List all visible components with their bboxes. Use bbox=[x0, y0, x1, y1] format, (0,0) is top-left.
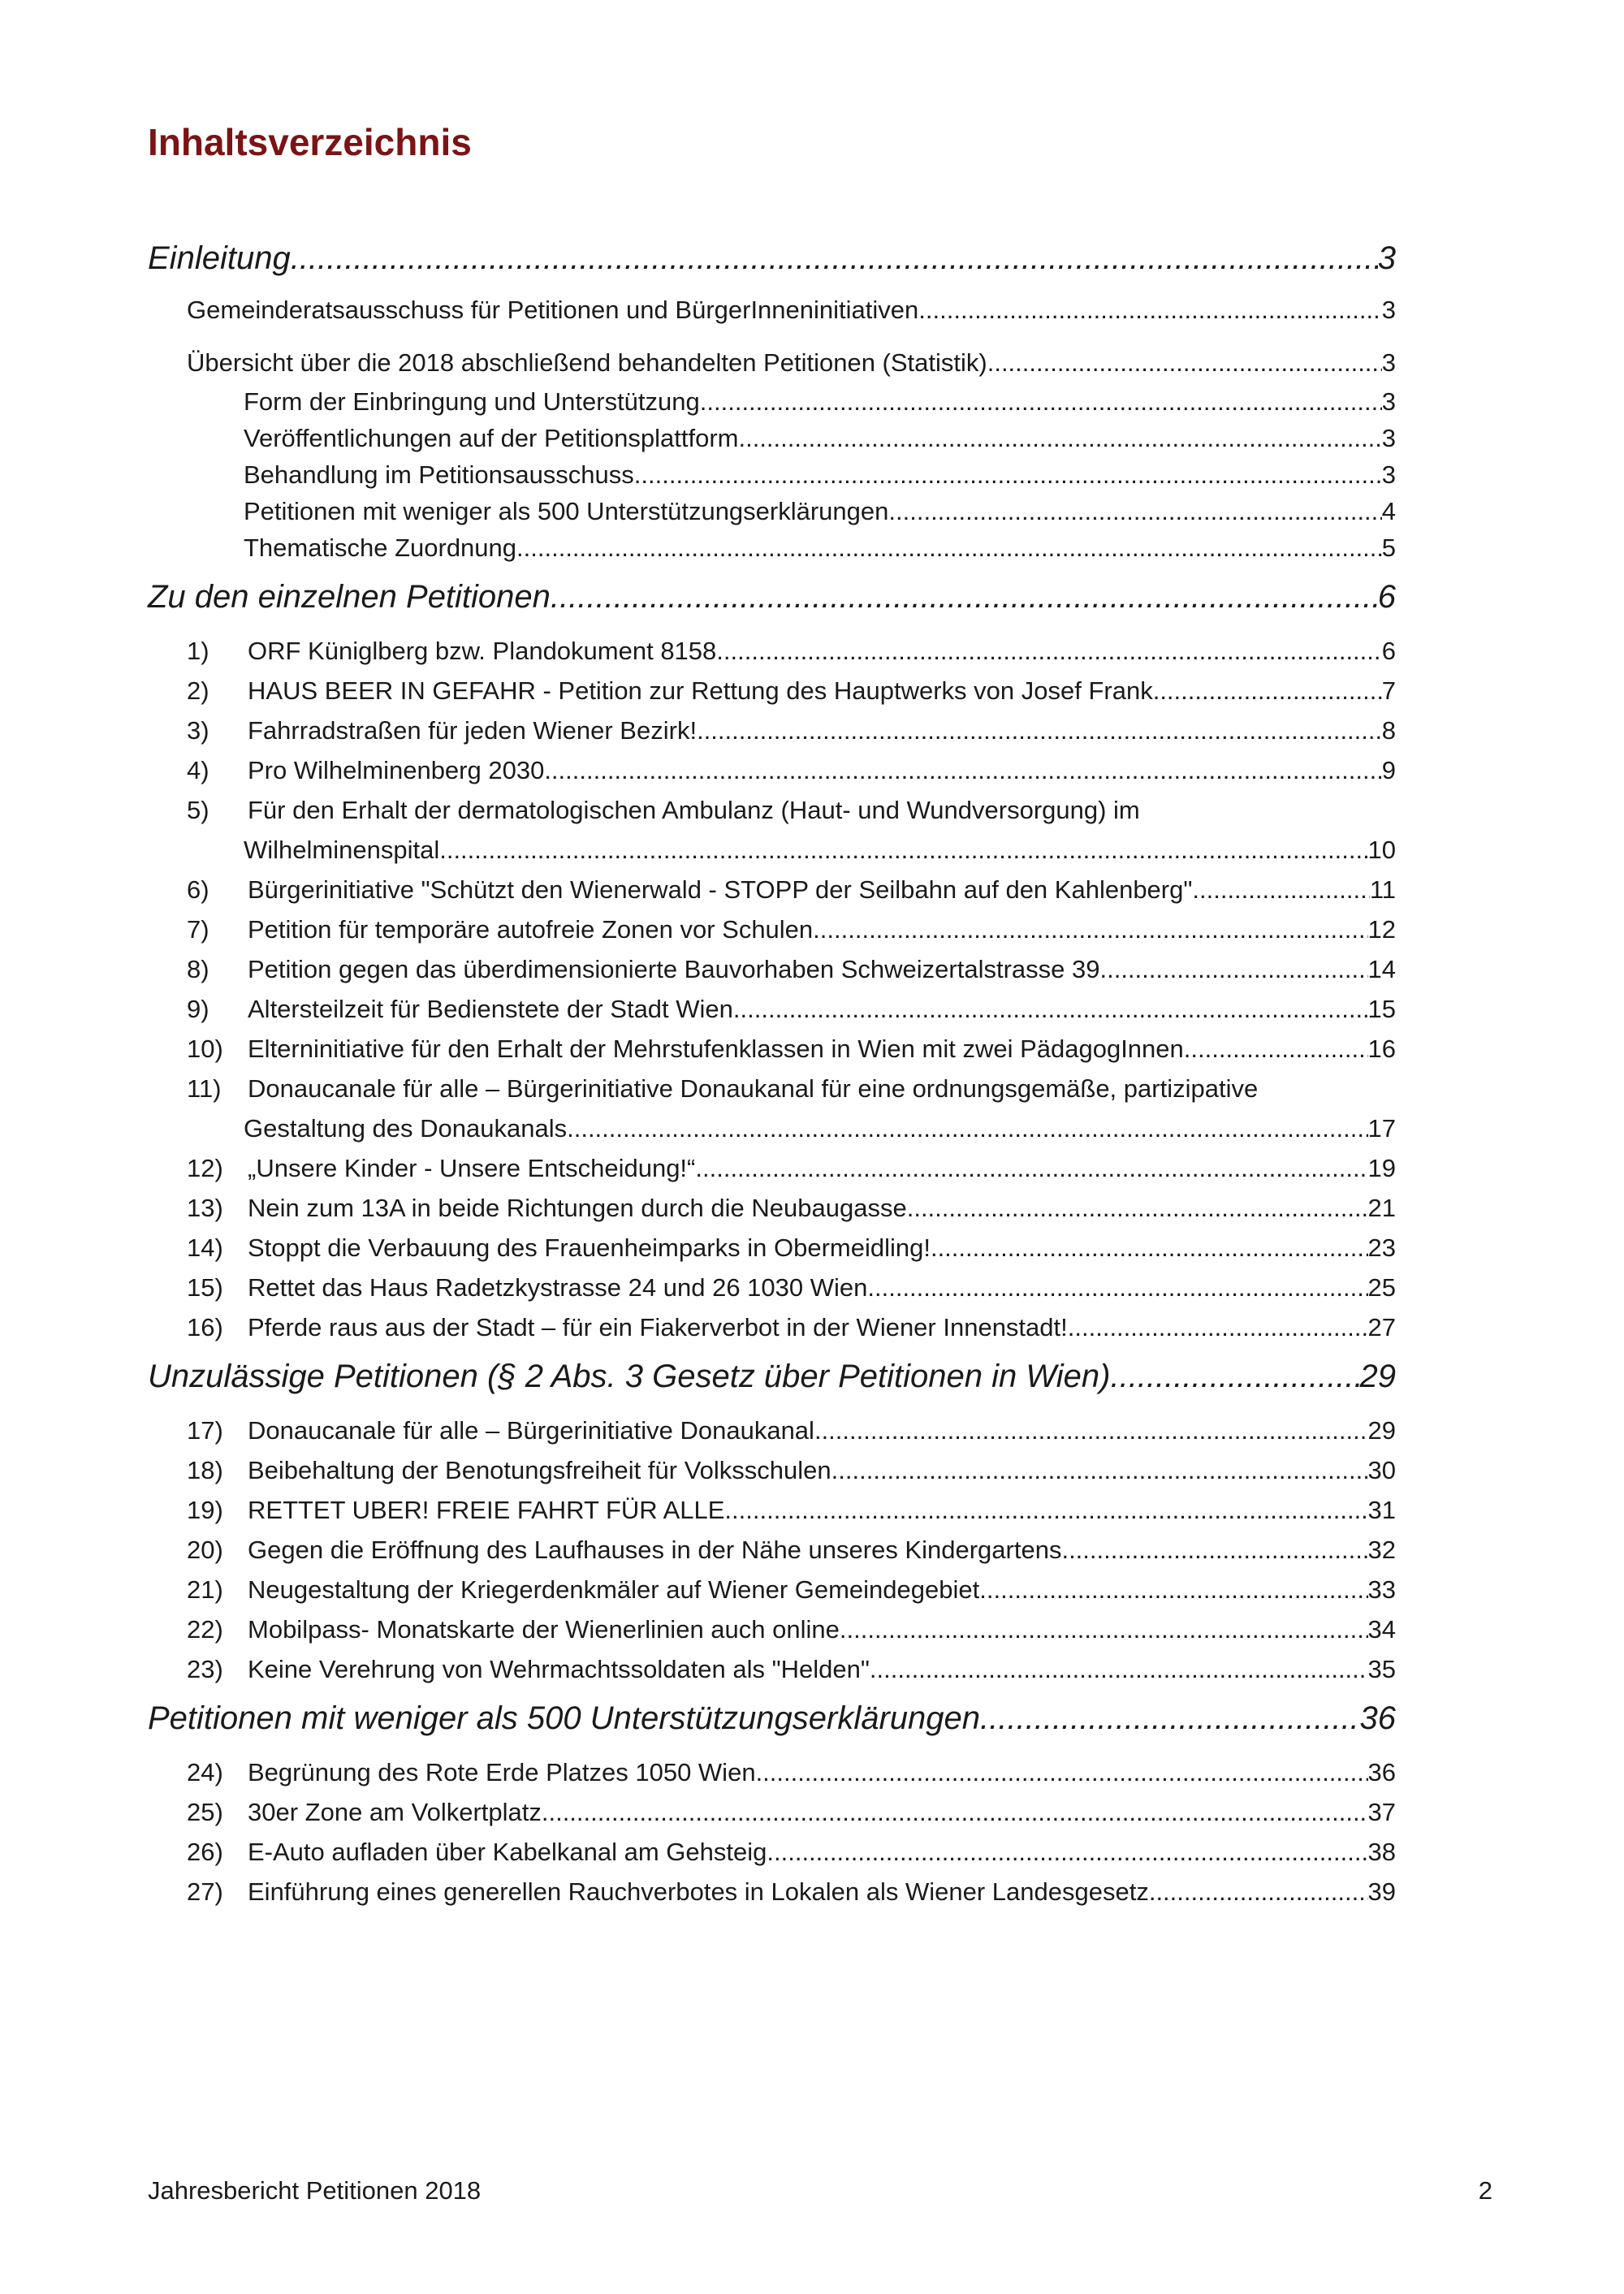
toc-item[interactable]: 26) E-Auto aufladen über Kabelkanal am Gehsteig ..... 38 bbox=[187, 1834, 1396, 1870]
toc-item-first-line[interactable]: 11) Donaucanale für alle – Bürgerinitiative Donaukanal für eine ordnungsgemäße, partizipative bbox=[187, 1074, 1259, 1103]
toc-entry-form[interactable]: Form der Einbringung und Unterstützung ..... 3 bbox=[244, 384, 1396, 420]
toc-entry-einleitung[interactable]: Einleitung ..... 3 bbox=[148, 235, 1396, 281]
toc-item-first-line[interactable]: 5) Für den Erhalt der dermatologischen Ambulanz (Haut- und Wundversorgung) im bbox=[187, 796, 1140, 824]
toc-item[interactable]: 23) Keine Verehrung von Wehrmachtssoldaten als "Helden" ..... 35 bbox=[187, 1652, 1396, 1687]
toc-item[interactable]: 9) Altersteilzeit für Bedienstete der Stadt Wien ..... 15 bbox=[187, 991, 1396, 1027]
page-footer bbox=[148, 2176, 1492, 2205]
toc-item-continuation[interactable]: Gestaltung des Donaukanals ..... 17 bbox=[244, 1111, 1396, 1147]
toc-item[interactable]: 27) Einführung eines generellen Rauchverbotes in Lokalen als Wiener Landesgesetz ..... 39 bbox=[187, 1874, 1396, 1910]
page-title: Inhaltsverzeichnis bbox=[148, 121, 472, 163]
toc-item[interactable]: 17) Donaucanale für alle – Bürgerinitiative Donaukanal ..... 29 bbox=[187, 1413, 1396, 1449]
toc-item[interactable]: 10) Elterninitiative für den Erhalt der Mehrstufenklassen in Wien mit zwei PädagogInnen ..... 16 bbox=[187, 1031, 1396, 1067]
toc-entry-unzulaessige-petitionen[interactable]: Unzulässige Petitionen (§ 2 Abs. 3 Gesetz über Petitionen in Wien) ..... 29 bbox=[148, 1354, 1396, 1399]
toc-item[interactable]: 18) Beibehaltung der Benotungsfreiheit für Volksschulen ..... 30 bbox=[187, 1453, 1396, 1488]
toc-item[interactable]: 15) Rettet das Haus Radetzkystrasse 24 und 26 1030 Wien ..... 25 bbox=[187, 1270, 1396, 1306]
toc-item[interactable]: 2) HAUS BEER IN GEFAHR - Petition zur Rettung des Hauptwerks von Josef Frank ..... 7 bbox=[187, 673, 1396, 709]
toc-item[interactable]: 8) Petition gegen das überdimensionierte Bauvorhaben Schweizertalstrasse 39 ..... 14 bbox=[187, 952, 1396, 987]
toc-item[interactable]: 7) Petition für temporäre autofreie Zonen vor Schulen ..... 12 bbox=[187, 912, 1396, 948]
toc-entry-behandlung[interactable]: Behandlung im Petitionsausschuss ..... 3 bbox=[244, 457, 1396, 493]
toc-item[interactable]: 3) Fahrradstraßen für jeden Wiener Bezirk! ..... 8 bbox=[187, 713, 1396, 749]
toc-item[interactable]: 13) Nein zum 13A in beide Richtungen durch die Neubaugasse ..... 21 bbox=[187, 1190, 1396, 1226]
toc-item[interactable]: 25) 30er Zone am Volkertplatz ..... 37 bbox=[187, 1795, 1396, 1830]
toc-entry-einzelne-petitionen[interactable]: Zu den einzelnen Petitionen ..... 6 bbox=[148, 574, 1396, 620]
toc-item[interactable]: 22) Mobilpass- Monatskarte der Wienerlinien auch online ..... 34 bbox=[187, 1612, 1396, 1648]
toc-item[interactable]: 16) Pferde raus aus der Stadt – für ein Fiakerverbot in der Wiener Innenstadt! ..... 27 bbox=[187, 1310, 1396, 1346]
toc-entry-thematisch[interactable]: Thematische Zuordnung ..... 5 bbox=[244, 530, 1396, 566]
toc-entry-gemeinderat[interactable]: Gemeinderatsausschuss für Petitionen und BürgerInneninitiativen ..... 3 bbox=[187, 292, 1396, 328]
toc-item[interactable]: 6) Bürgerinitiative "Schützt den Wienerwald - STOPP der Seilbahn auf den Kahlenberg" ..... 11 bbox=[187, 872, 1396, 908]
toc-entry-uebersicht[interactable]: Übersicht über die 2018 abschließend behandelten Petitionen (Statistik) ..... 3 bbox=[187, 345, 1396, 381]
toc-entry-unter-500[interactable]: Petitionen mit weniger als 500 Unterstützungserklärungen ..... 36 bbox=[148, 1696, 1396, 1741]
toc-item[interactable]: 21) Neugestaltung der Kriegerdenkmäler auf Wiener Gemeindegebiet ..... 33 bbox=[187, 1572, 1396, 1608]
footer-report-title: Jahresbericht Petitionen 2018 bbox=[148, 2176, 482, 2205]
toc-entry-weniger-500[interactable]: Petitionen mit weniger als 500 Unterstützungserklärungen ..... 4 bbox=[244, 494, 1396, 529]
footer-page-number: 2 bbox=[1478, 2176, 1492, 2205]
toc-item[interactable]: 14) Stoppt die Verbauung des Frauenheimparks in Obermeidling! ..... 23 bbox=[187, 1230, 1396, 1266]
toc-item[interactable]: 20) Gegen die Eröffnung des Laufhauses in der Nähe unseres Kindergartens ..... 32 bbox=[187, 1532, 1396, 1568]
toc-item[interactable]: 4) Pro Wilhelminenberg 2030 ..... 9 bbox=[187, 753, 1396, 788]
toc-item[interactable]: 19) RETTET UBER! FREIE FAHRT FÜR ALLE ..... 31 bbox=[187, 1493, 1396, 1528]
toc-item[interactable]: 24) Begrünung des Rote Erde Platzes 1050 Wien ..... 36 bbox=[187, 1755, 1396, 1791]
toc-item[interactable]: 1) ORF Küniglberg bzw. Plandokument 8158 ..... 6 bbox=[187, 633, 1396, 669]
toc-item-continuation[interactable]: Wilhelminenspital ..... 10 bbox=[244, 832, 1396, 868]
toc-item[interactable]: 12) „Unsere Kinder - Unsere Entscheidung!“ ..... 19 bbox=[187, 1151, 1396, 1186]
toc-entry-veroeffentlichungen[interactable]: Veröffentlichungen auf der Petitionsplattform ..... 3 bbox=[244, 421, 1396, 456]
